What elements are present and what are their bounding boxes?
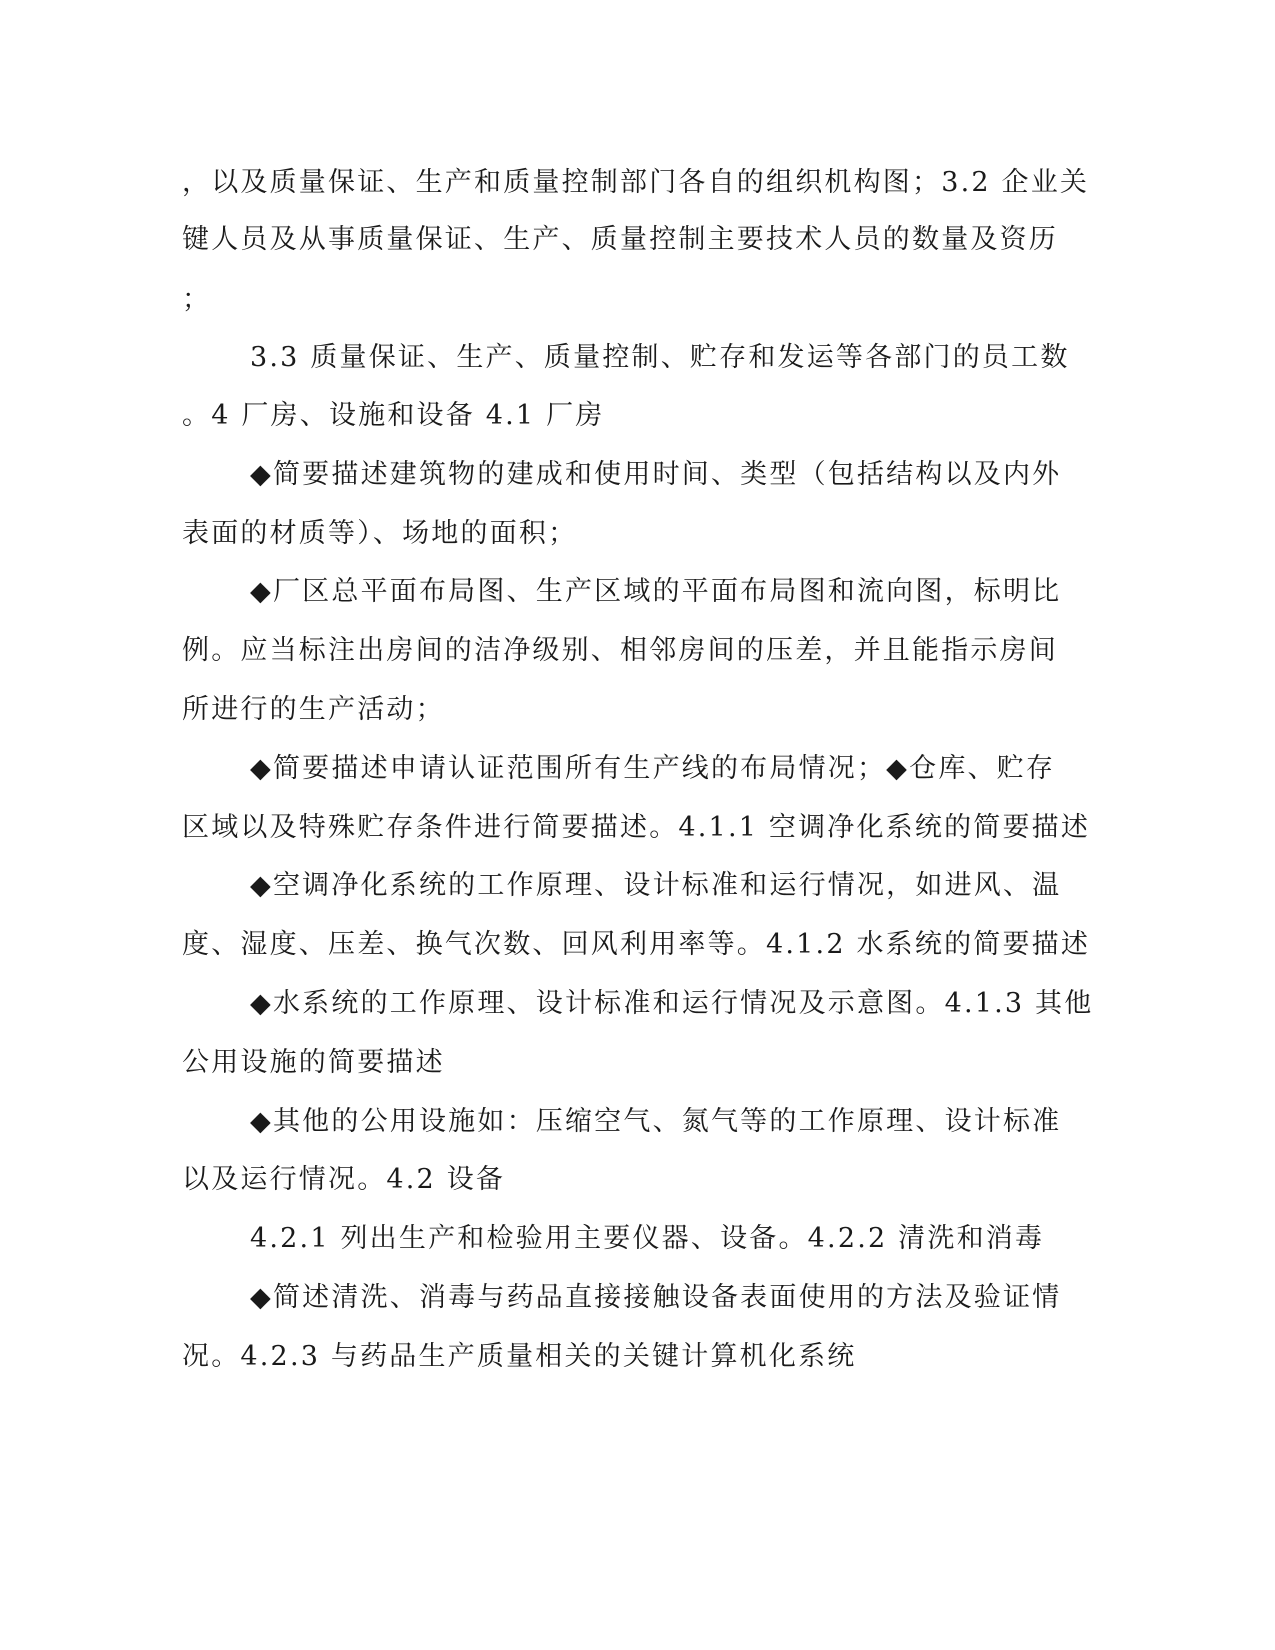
text-line: ； bbox=[182, 284, 212, 315]
text-line: 况。4.2.3 与药品生产质量相关的关键计算机化系统 bbox=[182, 1341, 857, 1372]
text-line: 公用设施的简要描述 bbox=[182, 1047, 445, 1078]
text-line: 度、湿度、压差、换气次数、回风利用率等。4.1.2 水系统的简要描述 bbox=[182, 929, 1091, 960]
text-line: ◆厂区总平面布局图、生产区域的平面布局图和流向图，标明比 bbox=[250, 576, 1062, 607]
text-line: 区域以及特殊贮存条件进行简要描述。4.1.1 空调净化系统的简要描述 bbox=[182, 812, 1091, 843]
text-line: ◆简要描述建筑物的建成和使用时间、类型（包括结构以及内外 bbox=[250, 459, 1062, 490]
text-line: 3.3 质量保证、生产、质量控制、贮存和发运等各部门的员工数 bbox=[250, 342, 1070, 373]
text-line: ◆其他的公用设施如：压缩空气、氮气等的工作原理、设计标准 bbox=[250, 1106, 1062, 1137]
text-line: 所进行的生产活动； bbox=[182, 694, 445, 725]
text-line: ◆简述清洗、消毒与药品直接接触设备表面使用的方法及验证情 bbox=[250, 1282, 1062, 1313]
text-line: 。4 厂房、设施和设备 4.1 厂房 bbox=[182, 400, 605, 431]
text-line: ◆简要描述申请认证范围所有生产线的布局情况；◆仓库、贮存 bbox=[250, 753, 1056, 784]
text-line: ，以及质量保证、生产和质量控制部门各自的组织机构图；3.2 企业关 bbox=[182, 167, 1090, 198]
text-line: ◆空调净化系统的工作原理、设计标准和运行情况，如进风、温 bbox=[250, 870, 1062, 901]
text-line: 例。应当标注出房间的洁净级别、相邻房间的压差，并且能指示房间 bbox=[182, 635, 1058, 666]
text-line: 键人员及从事质量保证、生产、质量控制主要技术人员的数量及资历 bbox=[182, 224, 1058, 255]
text-line: 以及运行情况。4.2 设备 bbox=[182, 1164, 506, 1195]
text-line: 表面的材质等）、场地的面积； bbox=[182, 518, 578, 549]
text-line: 4.2.1 列出生产和检验用主要仪器、设备。4.2.2 清洗和消毒 bbox=[250, 1223, 1045, 1254]
text-line: ◆水系统的工作原理、设计标准和运行情况及示意图。4.1.3 其他 bbox=[250, 988, 1094, 1019]
